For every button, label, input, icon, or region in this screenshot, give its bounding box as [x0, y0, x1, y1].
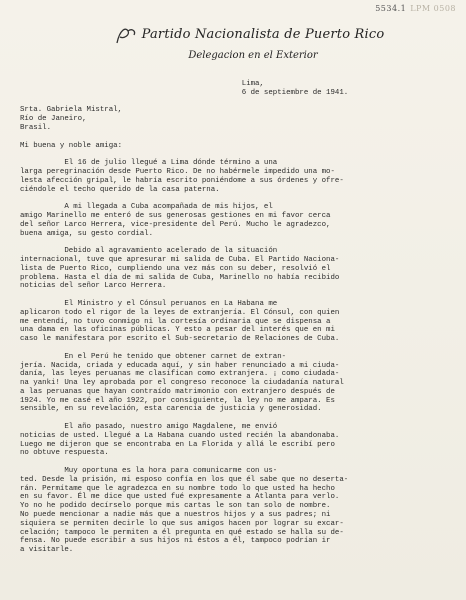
letter-line: Debido al agravamiento acelerado de la situación: [20, 247, 278, 256]
letter-line: [20, 458, 450, 467]
letter-line: danía, las leyes peruanas me clasifican como extranjera. ¡ como ciudada-: [20, 370, 340, 379]
letter-line: [20, 344, 450, 353]
letter-line: El 16 de julio llegué a Lima dónde término a una: [20, 159, 278, 168]
letter-line: lesta afección gripal, le habría escrito poniéndome a sus órdenes y ofre-: [20, 176, 344, 185]
letter-line: una dama en las oficinas públicas. Y esto a pesar del interés que en mi: [20, 326, 335, 335]
letter-line: a visitarle.: [20, 546, 74, 555]
letter-line: Muy oportuna es la hora para comunicarme con us-: [20, 467, 278, 476]
letter-line: rán. Permítame que le agradezca en su nombre todo lo que usted ha hecho: [20, 484, 335, 493]
letter-line: [20, 133, 450, 142]
letter-line: larga peregrinación desde Puerto Rico. De no habérmele impedido una mo-: [20, 167, 335, 176]
letter-line: [20, 238, 450, 247]
letter-line: a las peruanas que hayan contraído matrimonio con extranjero después de: [20, 387, 335, 396]
letter-line: no obtuve respuesta.: [20, 449, 109, 458]
letter-line: caso le manifestara por escrito el Sub-secretario de Relaciones de Cuba.: [20, 335, 340, 344]
letter-line: [20, 98, 450, 107]
letter-line: El Ministro y el Cónsul peruanos en La Habana me: [20, 299, 278, 308]
letter-line: [20, 291, 450, 300]
letter-line: En el Perú he tenido que obtener carnet de extran-: [20, 352, 287, 361]
letter-line: Mi buena y noble amiga:: [20, 141, 123, 150]
letterhead-subtitle: Delegacion en el Exterior: [188, 50, 318, 61]
letter-line: 1924. Yo me casé el año 1922, por consiguiente, la ley no me ampara. Es: [20, 396, 335, 405]
letter-line: na yanki! Una ley aprobada por el congreso reconoce la ciudadanía natural: [20, 379, 344, 388]
letter-line: El año pasado, nuestro amigo Magdalene, me envió: [20, 423, 278, 432]
letter-line: problema. Hasta el día de mi salida de Cuba, Marinello no había recibido: [20, 273, 340, 282]
letter-line: Luego me dijeron que se encontraba en La Florida y allá le escribí pero: [20, 440, 335, 449]
letter-line: Yo no he podido decírselo porque mis cartas le son tan solo de nombre.: [20, 502, 331, 511]
letter-line: [20, 194, 450, 203]
letter-line: [20, 414, 450, 423]
letterhead-title: Partido Nacionalista de Puerto Rico: [141, 27, 385, 42]
letter-line: amigo Marinello me enteró de sus generosas gestiones en mi favor cerca: [20, 211, 331, 220]
letter-line: ciéndole el techo querido de la casa paterna.: [20, 185, 220, 194]
letter-body: [20, 80, 450, 555]
letter-line: en su favor. Él me dice que usted fué expresamente a Atlanta para verlo.: [20, 493, 340, 502]
letter-line: sensible, en su revelación, esta carencia de justicia y generosidad.: [20, 405, 322, 414]
archive-code: [375, 4, 456, 13]
letter-line: noticias de usted. Llegué a La Habana cuando usted recién la abandonaba.: [20, 431, 340, 440]
letter-line: noticias del señor Larco Herrera.: [20, 282, 167, 291]
letter-line: fensa. No puede escribir a sus hijos ni éstos a él, tampoco podrían ir: [20, 537, 331, 546]
letter-line: Brasil.: [20, 123, 52, 132]
letter-line: ted. Desde la prisión, mi esposo confía en los que él sabe que no deserta-: [20, 475, 349, 484]
archive-code-faint: LPM 0508: [410, 4, 456, 13]
letter-line: Río de Janeiro,: [20, 115, 87, 124]
letter-line: No puede mencionar a nadie más que a nuestros hijos y a sus padres; ni: [20, 511, 331, 520]
letter-line: Lima,: [20, 80, 264, 88]
letter-line: siquiera se permiten decirle lo que sus amigos hacen por lograr su excar-: [20, 519, 344, 528]
letter-line: jería. Nacida, criada y educada aquí, y sin haber renunciado a mi ciuda-: [20, 361, 340, 370]
letter-line: internacional, tuve que apresurar mi salida de Cuba. El Partido Naciona-: [20, 255, 340, 264]
letter-line: celación; tampoco le permiten a él pregunta en qué estado se halla su de-: [20, 528, 344, 537]
letter-line: Srta. Gabriela Mistral,: [20, 106, 123, 115]
letter-line: me entendí, no tuvo conmigo ni la cortesía ordinaria que se dispensa a: [20, 317, 331, 326]
letter-line: 6 de septiembre de 1941.: [20, 88, 349, 97]
letter-line: del señor Larco Herrera, vice-presidente del Perú. Mucho le agradezco,: [20, 220, 331, 229]
letter-line: A mi llegada a Cuba acompañada de mis hijos, el: [20, 203, 273, 212]
letter-line: lista de Puerto Rico, cumpliendo una vez más con su deber, resolvió el: [20, 264, 331, 273]
letter-line: aplicaron todo el rigor de la leyes de extranjería. El Cónsul, con quien: [20, 308, 340, 317]
archive-code-number: 5534.1: [375, 4, 407, 13]
letter-line: [20, 150, 450, 159]
letter-line: buena amiga, su gesto cordial.: [20, 229, 154, 238]
